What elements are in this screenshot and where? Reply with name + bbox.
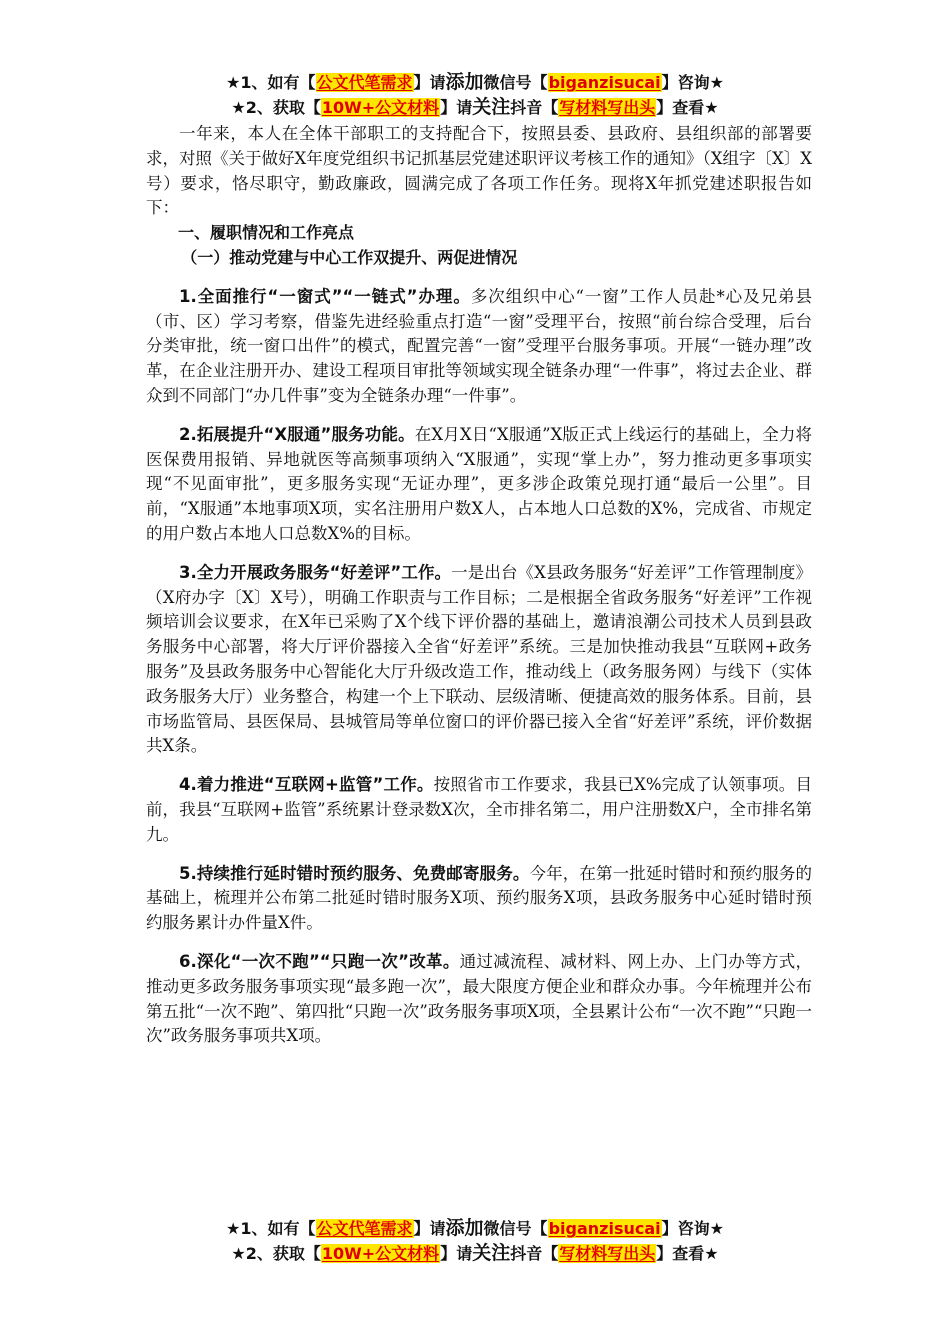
- item-text: 在X月X日“X服通”X版正式上线运行的基础上，全力将医保费用报销、异地就医等高频事项纳入“X服通”，实现“掌上办”，努力推动更多事项实现“不见面审批”，更多服务实现“无证办理”，更多涉企政策兑现打通“最后一公里”。目前，“X服通”本地事项X项，实名注册用户数X人，占本地人口总数的X%，完成省、市规定的用户数占本地人口总数X%的目标。: [146, 424, 812, 543]
- banner-text: 】查看★: [656, 1244, 719, 1263]
- banner-line-2: [0, 1241, 950, 1266]
- banner-emphasis: 关注: [472, 96, 511, 118]
- item-paragraph: [146, 773, 812, 847]
- promo-banner-bottom: [0, 1216, 950, 1266]
- banner-text: 微信号【: [483, 1219, 548, 1238]
- banner-text: ★1、如有【: [226, 1219, 316, 1238]
- banner-highlight: 10W+公文材料: [321, 98, 440, 117]
- item-lead: 1.全面推行“一窗式”“一链式”办理。: [179, 286, 471, 306]
- document-body: [146, 122, 812, 1049]
- banner-text: 】请: [440, 1244, 473, 1263]
- banner-text: ★1、如有【: [226, 73, 316, 92]
- item-lead: 5.持续推行延时错时预约服务、免费邮寄服务。: [179, 863, 530, 883]
- banner-highlight: 写材料写出头: [559, 1244, 656, 1263]
- item-paragraph: [146, 561, 812, 759]
- banner-emphasis: 关注: [472, 1242, 511, 1264]
- banner-emphasis: 添加: [445, 1217, 484, 1239]
- item-lead: 6.深化“一次不跑”“只跑一次”改革。: [179, 951, 460, 971]
- item-lead: 2.拓展提升“X服通”服务功能。: [179, 424, 415, 444]
- banner-text: 微信号【: [483, 73, 548, 92]
- promo-banner-top: [0, 70, 950, 120]
- item-text: 按照省市工作要求，我县已X%完成了认领事项。目前，我县“互联网+监管”系统累计登录数X次，全市排名第二，用户注册数X户，全市排名第九。: [146, 775, 812, 844]
- banner-text: ★2、获取【: [231, 1244, 321, 1263]
- banner-highlight: 写材料写出头: [559, 98, 656, 117]
- banner-text: 】咨询★: [661, 1219, 724, 1238]
- banner-text: 】咨询★: [661, 73, 724, 92]
- banner-text: 】请: [440, 98, 473, 117]
- banner-text: 抖音【: [510, 1244, 559, 1263]
- section-heading: 一、履职情况和工作亮点: [178, 223, 355, 243]
- banner-highlight: 公文代笔需求: [316, 73, 413, 92]
- banner-emphasis: 添加: [445, 71, 484, 93]
- item-text: 多次组织中心“一窗”工作人员赴*心及兄弟县（市、区）学习考察，借鉴先进经验重点打造“一窗”受理平台，按照“前台综合受理，后台分类审批，统一窗口出件”的模式，配置完善“一窗”受理平台服务事项。开展“一链办理”改革，在企业注册开办、建设工程项目审批等领域实现全链条办理“一件事”，将过去企业、群众到不同部门“办几件事”变为全链条办理“一件事”。: [146, 286, 812, 405]
- banner-highlight: biganzisucai: [548, 1219, 661, 1238]
- item-text: 通过减流程、减材料、网上办、上门办等方式，推动更多政务服务事项实现“最多跑一次”，最大限度方便企业和群众办事。今年梳理并公布第五批“一次不跑”、第四批“只跑一次”政务服务事项X项，全县累计公布“一次不跑”“只跑一次”政务服务事项共X项。: [146, 951, 812, 1046]
- banner-text: ★2、获取【: [231, 98, 321, 117]
- item-paragraph: [146, 423, 812, 547]
- item-lead: 3.全力开展政务服务“好差评”工作。: [179, 562, 452, 582]
- banner-text: 】查看★: [656, 98, 719, 117]
- banner-line-2: [0, 95, 950, 120]
- item-text: 今年，在第一批延时错时和预约服务的基础上，梳理并公布第二批延时错时服务X项、预约服务X项，县政务服务中心延时错时预约服务累计办件量X件。: [146, 863, 813, 933]
- item-text: 一是出台《X县政务服务“好差评”工作管理制度》（X府办字〔X〕X号），明确工作职责与工作目标；二是根据全省政务服务“好差评”工作视频培训会议要求，在X年已采购了X个线下评价器的基础上，邀请浪潮公司技术人员到县政务服务中心部署，将大厅评价器接入全省“好差评”系统。三是加快推动我县“互联网+政务服务”及县政务服务中心智能化大厅升级改造工作，推动线上（政务服务网）与线下（实体政务服务大厅）业务整合，构建一个上下联动、层级清晰、便捷高效的服务体系。目前，县市场监管局、县医保局、县城管局等单位窗口的评价器已接入全省“好差评”系统，评价数据共X条。: [146, 562, 812, 756]
- banner-text: 】请: [413, 1219, 446, 1238]
- banner-highlight: biganzisucai: [548, 73, 661, 92]
- banner-highlight: 10W+公文材料: [321, 1244, 440, 1263]
- item-paragraph: [146, 862, 812, 936]
- item-paragraph: [146, 950, 812, 1049]
- banner-text: 】请: [413, 73, 446, 92]
- subsection-heading: （一）推动党建与中心工作双提升、两促进情况: [181, 247, 518, 267]
- banner-text: 抖音【: [510, 98, 559, 117]
- banner-highlight: 公文代笔需求: [316, 1219, 413, 1238]
- banner-line-1: [0, 70, 950, 95]
- item-lead: 4.着力推进“互联网+监管”工作。: [179, 775, 434, 795]
- banner-line-1: [0, 1216, 950, 1241]
- item-paragraph: [146, 285, 812, 409]
- intro-paragraph: 一年来，本人在全体干部职工的支持配合下，按照县委、县政府、县组织部的部署要求，对照《关于做好X年度党组织书记抓基层党建述职评议考核工作的通知》（X组字〔X〕X号）要求，恪尽职守，勤政廉政，圆满完成了各项工作任务。现将X年抓党建述职报告如下：: [146, 124, 812, 218]
